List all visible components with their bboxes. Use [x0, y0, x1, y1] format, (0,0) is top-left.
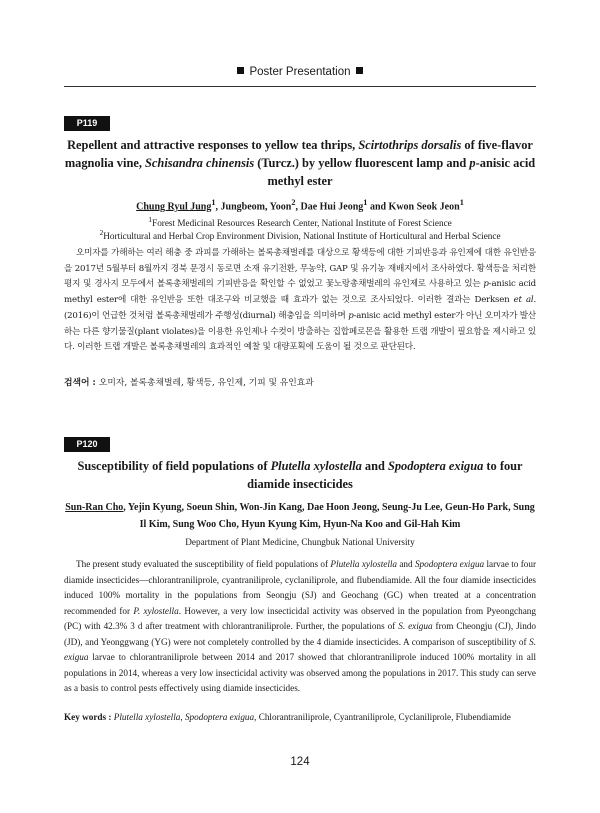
p119-title: Repellent and attractive responses to yellow tea thrips, Scirtothrips dorsalis of five-flavor magnolia vine, Schisandra chinensis (Turcz.) by yellow fluorescent lamp and p-anisic acid methyl ester [64, 138, 536, 188]
poster-tag-p119: P119 [64, 116, 110, 131]
page-number: 124 [290, 756, 310, 768]
p120-title: Susceptibility of field populations of Plutella xylostella and Spodoptera exigua to four diamide insecticides [77, 459, 523, 491]
p120-keywords: Key words : Plutella xylostella, Spodoptera exigua, Chlorantraniliprole, Cyantraniliprole, Cyclaniliprole, Flubendiamide [64, 712, 511, 722]
poster-tag-p120: P120 [64, 437, 110, 452]
header-section-title: Poster Presentation [249, 66, 351, 78]
p120-authors: Sun-Ran Cho, Yejin Kyung, Soeun Shin, Won-Jin Kang, Dae Hoon Jeong, Seung-Ju Lee, Geun-Ho Park, Sung Il Kim, Sung Woo Cho, Hyun Kyung Kim, Hyun-Na Koo and Gil-Hah Kim [65, 502, 535, 530]
p120-affiliation: Department of Plant Medicine, Chungbuk National University [185, 537, 415, 547]
p119-affiliation-2: $^2$Horticultural and Herbal Crop Environment Division, National Institute of Horticultural and Herbal Science [99, 228, 501, 242]
square-bullet-icon [356, 67, 363, 74]
header-rule [64, 86, 536, 87]
p119-keywords: 검색어 : 오미자, 볼록총채벌레, 황색등, 유인제, 기피 및 유인효과 [64, 378, 314, 388]
running-header [0, 66, 600, 78]
p120-abstract: The present study evaluated the susceptibility of field populations of Plutella xylostella and Spodoptera exigua larvae to four diamide insecticides—chlorantraniliprole, cyantraniliprole, cyclaniliprole, and flubendiamide. All the four diamide insecticides induced 100% mortality in the populations from Seongju (SJ) and Geochang (GC) when treated at a concentration recommended for P. xylostella. However, a very low insecticidal activity was observed in the population from Pyeongchang (PC) with 42.3% 3 d after treatment with chlorantraniliprole. Further, the populations of S. exigua from Cheongju (CJ), Jindo (JD), and Yeonggwang (YG) were not completely controlled by the 4 diamide insecticides. A comparison of susceptibility of S. exigua larvae to chlorantraniliprole between 2014 and 2017 showed that chlorantraniliprole induced 100% mortality in all populations in 2014, whereas a very low insecticidal activity was observed among the populations in 2017. This study can serve as a basis to control pests effectively using diamide insecticides. [64, 559, 537, 693]
p119-affiliation-1: $^1$Forest Medicinal Resources Research Center, National Institute of Forest Science [148, 215, 452, 229]
p119-authors: Chung Ryul Jung$^1$, Jungbeom, Yoon$^2$, Dae Hui Jeong$^1$ and Kwon Seok Jeon$^1$ [136, 198, 464, 213]
p119-abstract: 오미자를 가해하는 여러 해충 중 과피를 가해하는 볼록총채벌레를 대상으로 황색등에 대한 기피반응과 유인제에 대한 유인반응을 2017년 5월부터 8월까지 경북 문경시 동로면 소재 유기전환, 무농약, GAP 및 유기농 재배지에서 조사하였다. 황색등을 처리한 평지 및 경사지 모두에서 볼록총채벌레의 기피반응을 확인할 수 없었고 꽃노랑총채벌레의 유인제로 사용하고 있는 p-anisic acid methyl ester에 대한 유인반응 또한 대조구와 비교했을 때 효과가 없는 것으로 조사되었다. 이러한 결과는 Derksen et al. (2016)이 언급한 것처럼 볼록총채벌레가 주행성(diurnal) 해충임을 의미하며 p-anisic acid methyl ester가 아닌 오미자가 발산하는 다른 향기물질(plant violates)을 이용한 유인제나 수컷이 방출하는 집합페로몬을 활용한 트랩 개발이 필요함을 제시하고 있다. 이러한 트랩 개발은 볼록총채벌레의 효과적인 예찰 및 대량포획에 도움이 될 것으로 판단된다. [64, 248, 536, 353]
square-bullet-icon [237, 67, 244, 74]
